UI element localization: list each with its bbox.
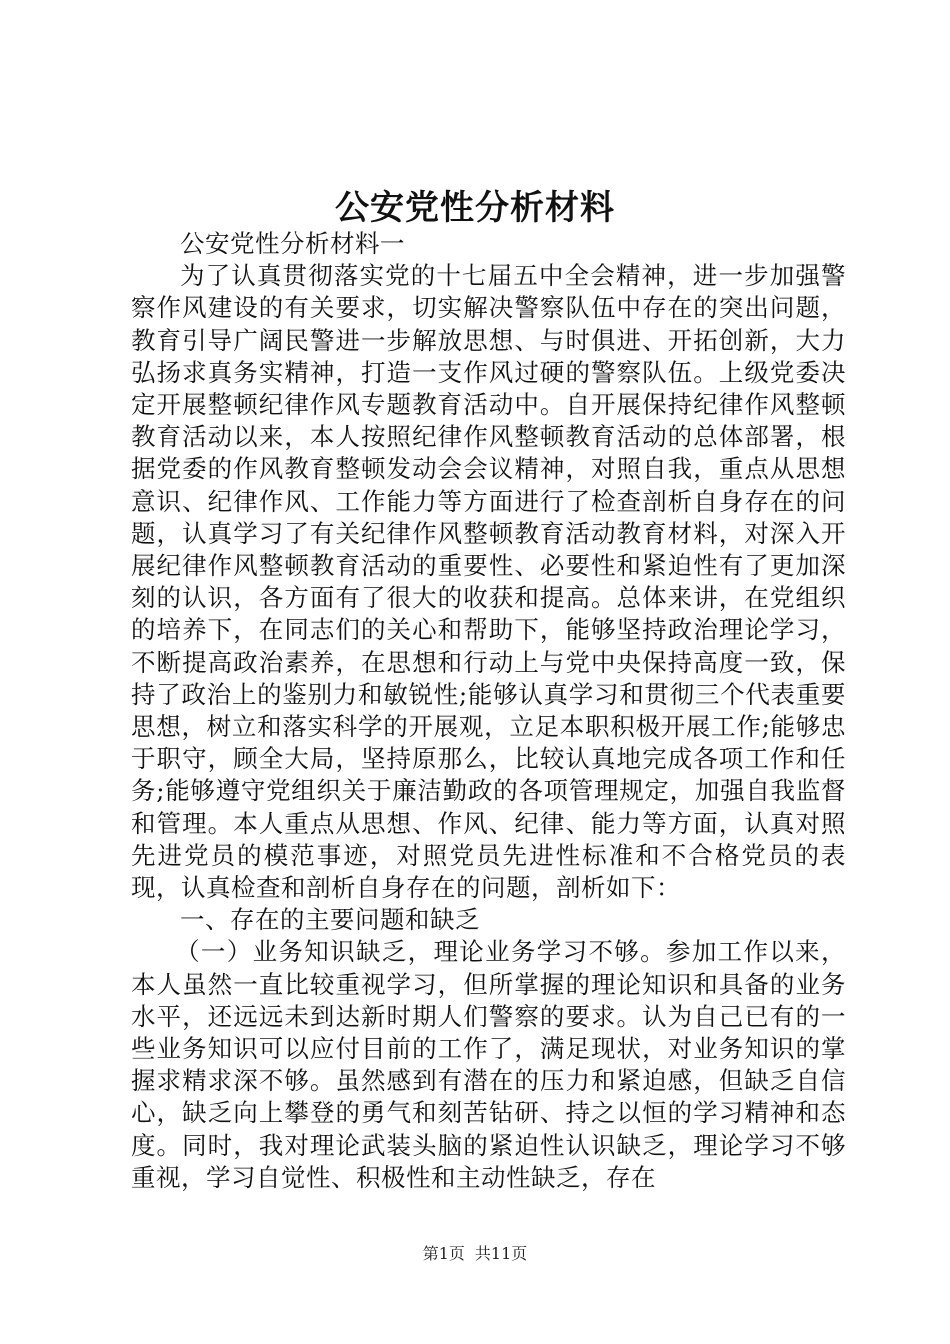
document-title: 公安党性分析材料 xyxy=(335,188,615,228)
body-paragraph: （一）业务知识缺乏，理论业务学习不够。参加工作以来，本人虽然一直比较重视学习，但所掌握的理论知识和具备的业务水平，还远远未到达新时期人们警察的要求。认为自己已有的一些业务知识可以应付目前的工作了，满足现状，对业务知识的掌握求精求深不够。虽然感到有潜在的压力和紧迫感，但缺乏自信心，缺乏向上攀登的勇气和刻苦钻研、持之以恒的学习精神和态度。同时，我对理论武装头脑的紧迫性认识缺乏，理论学习不够重视，学习自觉性、积极性和主动性缺乏，存在 xyxy=(131,937,846,1192)
section-heading-one: 公安党性分析材料一 xyxy=(180,229,405,258)
body-paragraph: 为了认真贯彻落实党的十七届五中全会精神，进一步加强警察作风建设的有关要求，切实解决警察队伍中存在的突出问题，教育引导广阔民警进一步解放思想、与时俱进、开拓创新，大力弘扬求真务实精神，打造一支作风过硬的警察队伍。上级党委决定开展整顿纪律作风专题教育活动中。自开展保持纪律作风整顿教育活动以来，本人按照纪律作风整顿教育活动的总体部署，根据党委的作风教育整顿发动会会议精神，对照自我，重点从思想意识、纪律作风、工作能力等方面进行了检查剖析自身存在的问题，认真学习了有关纪律作风整顿教育活动教育材料，对深入开展纪律作风整顿教育活动的重要性、必要性和紧迫性有了更加深刻的认识，各方面有了很大的收获和提高。总体来讲，在党组织的培养下，在同志们的关心和帮助下，能够坚持政治理论学习，不断提高政治素养，在思想和行动上与党中央保持高度一致，保持了政治上的鉴别力和敏锐性;能够认真学习和贯彻三个代表重要思想，树立和落实科学的开展观，立足本职积极开展工作;能够忠于职守，顾全大局，坚持原那么，比较认真地完成各项工作和任务;能够遵守党组织关于廉洁勤政的各项管理规定，加强自我监督和管理。本人重点从思想、作风、纪律、能力等方面，认真对照先进党员的模范事迹，对照党员先进性标准和不合格党员的表现，认真检查和剖析自身存在的问题，剖析如下： xyxy=(131,261,846,903)
document-body xyxy=(131,228,846,1194)
section-heading-problems: 一、存在的主要问题和缺乏 xyxy=(180,905,480,935)
page-number: 第1页 xyxy=(422,1244,465,1263)
page-footer xyxy=(0,1243,950,1265)
page-total: 共11页 xyxy=(474,1244,528,1263)
